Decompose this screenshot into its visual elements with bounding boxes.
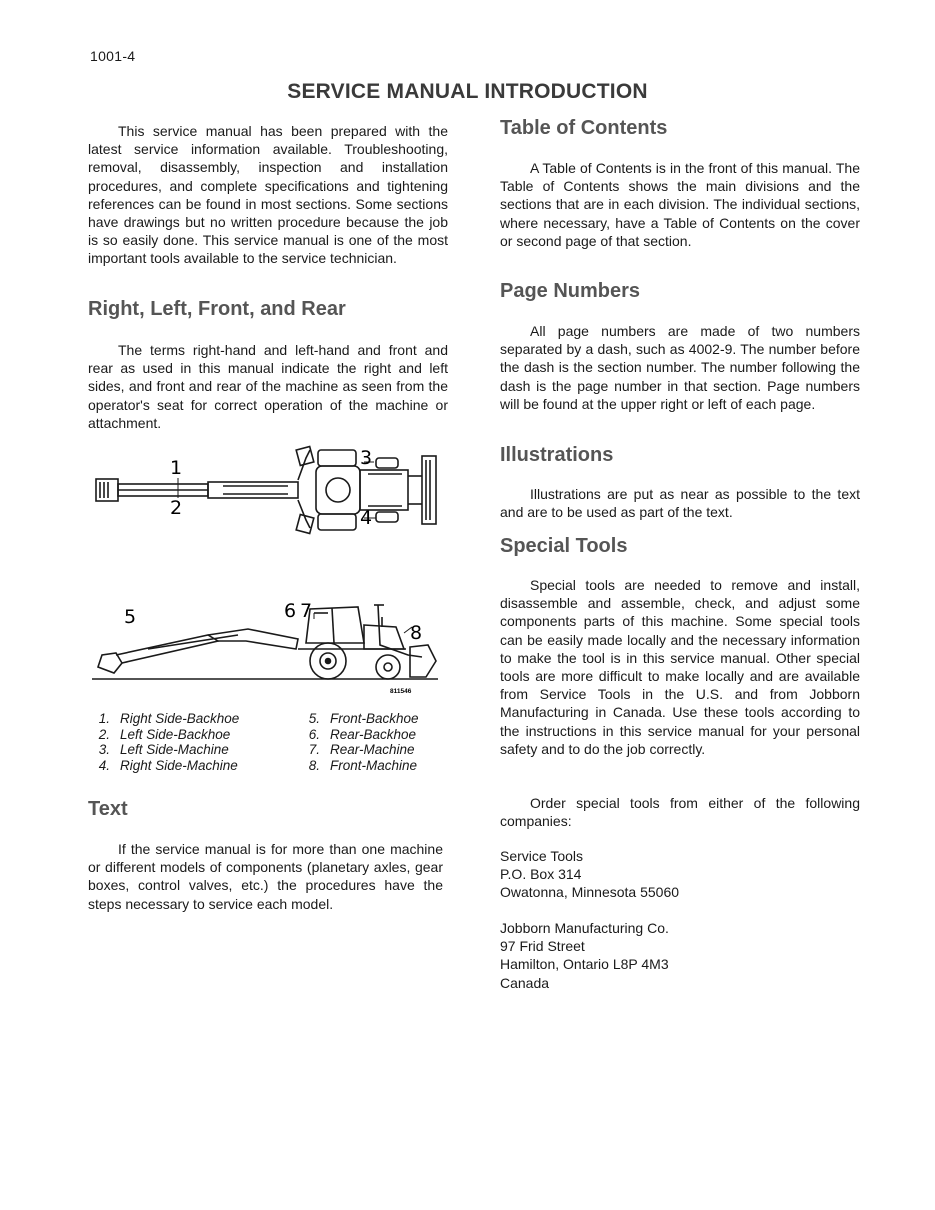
fig-label-2: 2 (170, 497, 183, 519)
page-numbers-text: All page numbers are made of two numbers separated by a dash, such as 4002-9. The number before the dash is the section number. The number following the dash is the page number in that section. Page numbers will be found at the upper right or left of each page. (500, 323, 860, 412)
side-boom (208, 629, 298, 649)
figure-code: 811546 (390, 688, 412, 695)
illustrations-text: Illustrations are put as near as possible to the text and are to be used as part of the text. (500, 486, 860, 521)
special-tools-paragraph (500, 576, 860, 758)
page-number: 1001-4 (90, 48, 136, 64)
side-hood (364, 625, 404, 649)
fig-label-4: 4 (360, 507, 373, 529)
text-paragraph (88, 840, 443, 913)
page-numbers-heading: Page Numbers (500, 280, 641, 302)
figure-side-view (88, 595, 448, 699)
rear-wheel-right (318, 514, 356, 530)
text-body: If the service manual is for more than one machine or different models of components (planetary axles, gear boxes, control valves, etc.) the procedures have the steps necessary to service each model. (88, 841, 443, 912)
address-line: Hamilton, Ontario L8P 4M3 (500, 956, 669, 973)
legend-item: 5. Front-Backhoe (308, 711, 419, 726)
intro-text: This service manual has been prepared with the latest service information available. Troubleshooting, removal, disassembly, inspection and installation procedures, and complete specifications and tightening references can be found in most sections. Some sections have drawings but no written procedure because the job is so easily done. This service manual is one of the most important tools available to the service technician. (88, 123, 448, 267)
rlfr-text: The terms right-hand and left-hand and front and rear as used in this manual indicate the right and left sides, and front and rear of the machine as seen from the operator's seat for correct operation of the machine or attachment. (88, 342, 448, 431)
illustrations-paragraph (500, 485, 860, 521)
rlfr-paragraph (88, 341, 448, 432)
fig-label-8: 8 (410, 622, 423, 644)
legend-col-2 (298, 711, 458, 773)
page-numbers-paragraph (500, 322, 860, 413)
legend-item: 2. Left Side-Backhoe (98, 726, 231, 742)
address-line: Owatonna, Minnesota 55060 (500, 884, 680, 901)
toc-paragraph (500, 159, 860, 250)
legend-item: 6. Rear-Backhoe (308, 726, 417, 742)
legend-col-1 (88, 711, 258, 773)
order-paragraph (500, 794, 860, 830)
side-loader-bucket (410, 645, 436, 677)
text-heading: Text (88, 798, 128, 820)
fig-label-1: 1 (170, 457, 183, 479)
page-title: SERVICE MANUAL INTRODUCTION (287, 80, 648, 103)
illustrations-heading: Illustrations (500, 444, 614, 466)
rlfr-heading: Right, Left, Front, and Rear (88, 298, 346, 320)
address-line: Jobborn Manufacturing Co. (500, 920, 669, 936)
figure-top-view (88, 440, 448, 532)
toc-heading: Table of Contents (500, 117, 668, 139)
company-address-2 (500, 919, 860, 992)
legend-item: 4. Right Side-Machine (98, 757, 238, 773)
intro-paragraph (88, 122, 448, 268)
special-tools-heading: Special Tools (500, 535, 628, 557)
special-tools-text: Special tools are needed to remove and install, disassemble and assemble, check, and adjust some components parts of this machine. Some special tools can be easily made locally and the necessary information to make the tool is in this service manual. Other special tools are more difficult to make locally and are available from Service Tools in the U.S. and from Jobborn Manufacturing in Canada. Use these tools according to the instructions in this service manual for your personal safety and to do the job correctly. (500, 577, 860, 757)
side-front-wheel (376, 655, 400, 679)
fig-label-3: 3 (360, 447, 373, 469)
backhoe-boom (208, 482, 298, 498)
fig-label-6: 6 (284, 600, 297, 622)
loader-bucket (422, 456, 436, 524)
fig-label-5: 5 (124, 606, 137, 628)
legend-item: 1. Right Side-Backhoe (98, 711, 240, 726)
address-line: Service Tools (500, 848, 584, 864)
company-address-1 (500, 847, 860, 902)
legend-item: 8. Front-Machine (308, 757, 418, 773)
fig-label-7: 7 (300, 600, 313, 622)
legend-item: 7. Rear-Machine (308, 742, 415, 757)
legend-item: 3. Left Side-Machine (98, 742, 229, 757)
cab (316, 466, 360, 514)
address-line: 97 Frid Street (500, 938, 585, 955)
side-backhoe-bucket (98, 653, 122, 673)
hood (360, 470, 408, 510)
rear-wheel-left (318, 450, 356, 466)
side-dipper (116, 635, 218, 663)
address-line: Canada (500, 974, 550, 991)
order-text: Order special tools from either of the following companies: (500, 795, 860, 830)
address-line: P.O. Box 314 (500, 866, 582, 883)
toc-text: A Table of Contents is in the front of this manual. The Table of Contents shows the main divisions and the sections that are in each division. The individual sections, where necessary, have a Table of Contents on the cover or second page of that section. (500, 160, 860, 249)
